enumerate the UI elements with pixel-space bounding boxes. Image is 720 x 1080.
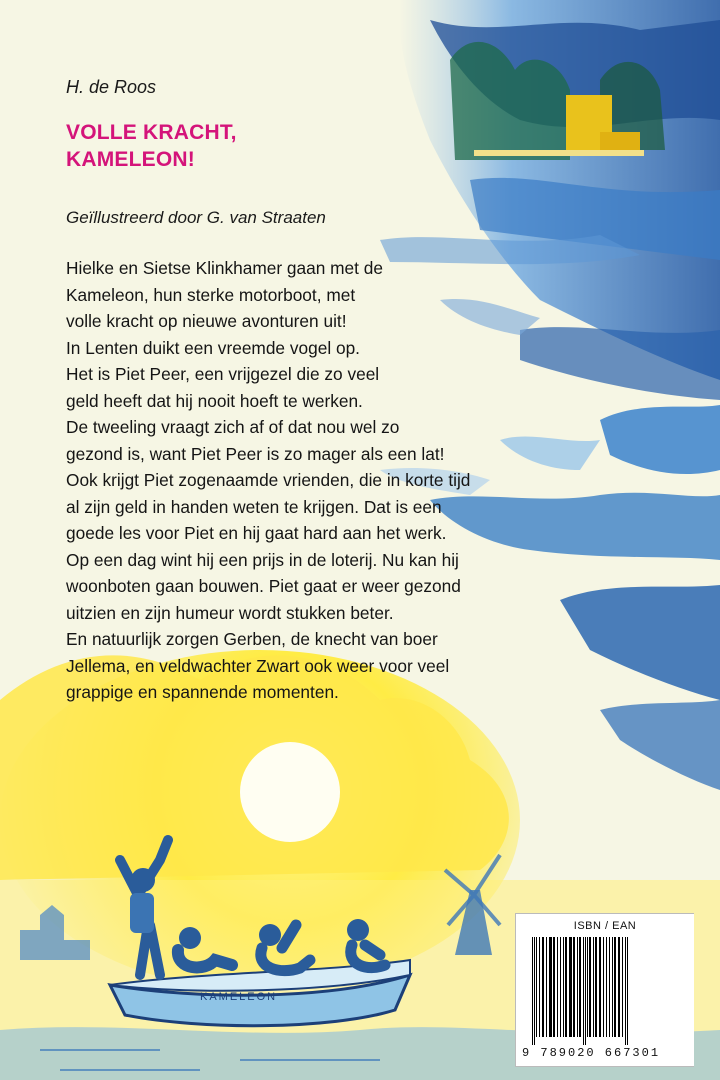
blurb-line: uitzien en zijn humeur wordt stukken beter.: [66, 602, 394, 623]
barcode-bar: [625, 937, 626, 1045]
barcode-bar: [549, 937, 552, 1037]
barcode-bar: [565, 937, 567, 1037]
barcode-bar: [573, 937, 575, 1037]
blurb-line: Het is Piet Peer, een vrijgezel die zo veel: [66, 364, 380, 384]
barcode-bar: [599, 937, 601, 1037]
sun: [240, 742, 340, 842]
book-title-line: KAMELEON!: [66, 147, 195, 171]
blurb-line: Hielke en Sietse Klinkhamer gaan met de: [66, 258, 383, 278]
barcode-bar: [593, 937, 594, 1037]
blurb-line: gezond is, want Piet Peer is zo mager als een lat!: [66, 443, 445, 464]
boat-name: KAMELEON: [200, 991, 278, 1003]
barcode-bar: [587, 937, 588, 1037]
blurb-line: al zijn geld in handen weten te krijgen. Dat is een: [66, 496, 442, 517]
barcode-bar: [622, 937, 623, 1037]
barcode-bar: [532, 937, 533, 1045]
barcode-bar: [563, 937, 564, 1037]
blurb-line: De tweeling vraagt zich af of dat nou wel zo: [66, 417, 400, 437]
barcode-bar: [539, 937, 540, 1037]
barcode-bar: [614, 937, 616, 1037]
barcode-bar: [553, 937, 555, 1037]
barcode-bar: [534, 937, 535, 1045]
blurb-line: goede les voor Piet en hij gaat hard aan het werk.: [66, 523, 447, 543]
barcode-bar: [606, 937, 607, 1037]
blurb-line: Kameleon, hun sterke motorboot, met: [66, 284, 356, 305]
illustrator-credit: Geïllustreerd door G. van Straaten: [66, 208, 326, 227]
blurb-line: In Lenten duikt een vreemde vogel op.: [66, 337, 360, 358]
book-title-line: VOLLE KRACHT,: [66, 121, 237, 144]
blurb-line: geld heeft dat hij nooit hoeft te werken.: [66, 390, 363, 411]
barcode-bar: [627, 937, 628, 1045]
blurb-line: Jellema, en veldwachter Zwart ook weer voor veel: [66, 655, 450, 676]
blurb-text: [66, 255, 626, 706]
barcode-bar: [612, 937, 613, 1037]
barcode-bars: [530, 937, 682, 1047]
barcode-bar: [577, 937, 578, 1037]
author-name: H. de Roos: [66, 77, 157, 97]
barcode-bar: [536, 937, 537, 1037]
barcode-bar: [609, 937, 610, 1037]
barcode-bar: [595, 937, 597, 1037]
barcode-bar: [557, 937, 558, 1037]
blurb-line: Op een dag wint hij een prijs in de loterij. Nu kan hij: [66, 549, 459, 570]
barcode-panel: [515, 913, 694, 1067]
barcode-bar: [603, 937, 604, 1037]
blurb-line: En natuurlijk zorgen Gerben, de knecht van boer: [66, 629, 438, 649]
book-title: [66, 120, 366, 174]
blurb-line: woonboten gaan bouwen. Piet gaat er weer gezond: [66, 576, 461, 596]
isbn-number: 9 789020 667301: [522, 1046, 661, 1060]
barcode-bar: [560, 937, 561, 1037]
barcode-bar: [589, 937, 591, 1037]
isbn-label: ISBN / EAN: [573, 920, 637, 932]
barcode-bar: [585, 937, 586, 1045]
barcode-bar: [542, 937, 544, 1037]
barcode-bar: [583, 937, 584, 1045]
barcode-bar: [569, 937, 572, 1037]
barcode-bar: [618, 937, 620, 1037]
blurb-line: grappige en spannende momenten.: [66, 682, 339, 702]
blurb-line: Ook krijgt Piet zogenaamde vrienden, die in korte tijd: [66, 470, 471, 490]
barcode-bar: [546, 937, 547, 1037]
blurb-line: volle kracht op nieuwe avonturen uit!: [66, 311, 347, 331]
barcode-bar: [579, 937, 581, 1037]
